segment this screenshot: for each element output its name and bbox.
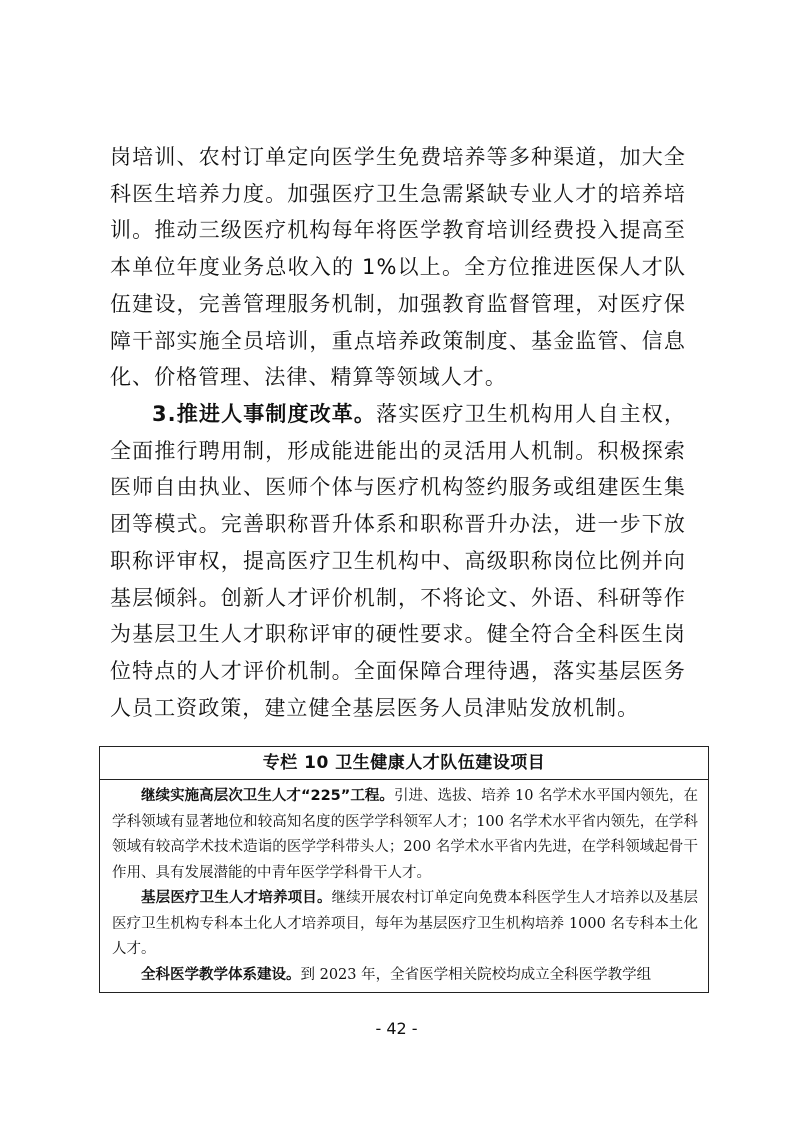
item-text: 到 2023 年，全省医学相关院校均成立全科医学教学组 [300, 966, 652, 983]
item-heading: 继续实施高层次卫生人才“225”工程。 [141, 788, 394, 804]
section-text: 落实医疗卫生机构用人自主权，全面推行聘用制，形成能进能出的灵活用人机制。积极探索医师自由执业、医师个体与医疗机构签约服务或组建医生集团等模式。完善职称晋升体系和职称晋升办法，进一步下放职称评审权，提高医疗卫生机构中、高级职称岗位比例并向基层倾斜。创新人才评价机制，不将论文、外语、科研等作为基层卫生人才职称评审的硬性要求。健全符合全科医生岗位特点的人才评价机制。全面保障合理待遇，落实基层医务人员工资政策，建立健全基层医务人员津贴发放机制。 [110, 402, 686, 720]
column-box-item [112, 963, 698, 989]
body-paragraph-2 [110, 396, 686, 726]
column-box-item [112, 784, 698, 886]
column-box-title: 专栏 10 卫生健康人才队伍建设项目 [100, 747, 708, 780]
column-box-item [112, 886, 698, 963]
body-paragraph-1 [110, 139, 686, 396]
section-heading: 3.推进人事制度改革。 [152, 402, 377, 426]
paragraph-text [110, 396, 686, 726]
column-box-body [100, 780, 708, 988]
item-text: 继续开展农村订单定向免费本科医学生人才培养以及基层医疗卫生机构专科本土化人才培养项目，每年为基层医疗卫生机构培养 1000 名专科本土化人才。 [112, 890, 698, 957]
paragraph-text: 岗培训、农村订单定向医学生免费培养等多种渠道，加大全科医生培养力度。加强医疗卫生急需紧缺专业人才的培养培训。推动三级医疗机构每年将医学教育培训经费投入提高至本单位年度业务总收入的 1%以上。全方位推进医保人才队伍建设，完善管理服务机制，加强教育监督管理，对医疗保障干部实施全员培训，重点培养政策制度、基金监管、信息化、价格管理、法律、精算等领域人才。 [110, 145, 686, 390]
item-heading: 基层医疗卫生人才培养项目。 [141, 890, 332, 906]
item-text: 引进、选拔、培养 10 名学术水平国内领先，在学科领域有显著地位和较高知名度的医学学科领军人才；100 名学术水平省内领先，在学科领域有较高学术技术造诣的医学学科带头人；200 名学术水平省内先进，在学科领域起骨干作用、具有发展潜能的中青年医学学科骨干人才。 [112, 788, 698, 881]
item-heading: 全科医学教学体系建设。 [141, 966, 301, 983]
column-box [99, 746, 709, 993]
page-number: - 42 - [375, 1019, 418, 1038]
